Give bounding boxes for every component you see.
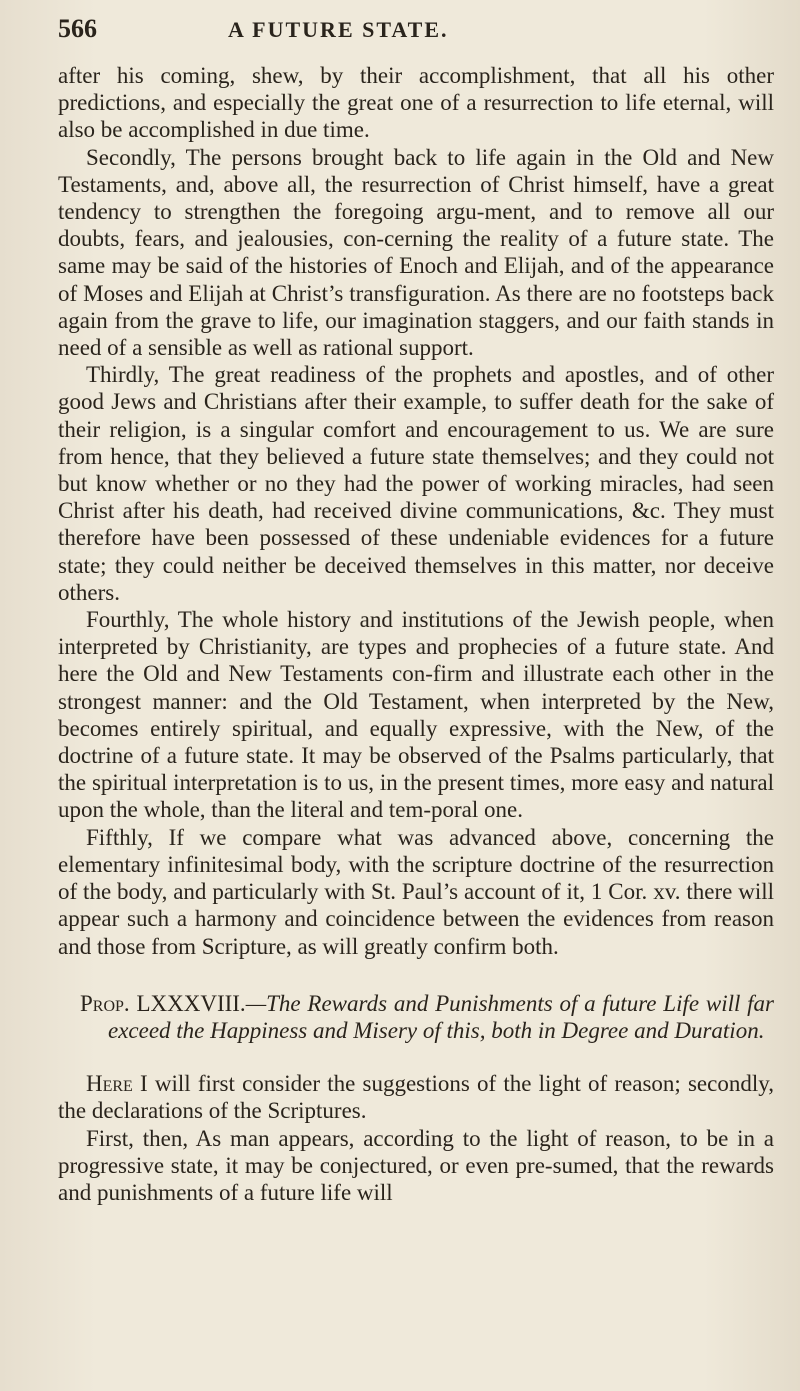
proposition-number: LXXXVIII. [136,990,246,1016]
section-gap [58,1044,774,1070]
proposition-label: Prop. [80,990,130,1016]
paragraph-fourthly: Fourthly, The whole history and institutions of the Jewish people, when interpreted by Christianity, are types and prophecies of a future state. And here the Old and New Testaments con-firm and illustrate each other in the strongest manner: and the Old Testament, when interpreted by the New, becomes entirely spiritual, and equally expressive, with the New, of the doctrine of a future state. It may be observed of the Psalms particularly, that the spiritual interpretation is to us, in the present times, more easy and natural upon the whole, than the literal and tem-poral one. [58,607,774,823]
proposition-title: —The Rewards and Punishments of a future Life will far exceed the Happiness and Misery of this, both in Degree and Duration. [108,990,775,1043]
paragraph-secondly: Secondly, The persons brought back to life again in the Old and New Testaments, and, above all, the resurrection of Christ himself, have a great tendency to strengthen the foregoing argu-ment, and to remove all our doubts, fears, and jealousies, con-cerning the reality of a future state. The same may be said of the histories of Enoch and Elijah, and of the appearance of Moses and Elijah at Christ’s transfiguration. As there are no footsteps back again from the grave to life, our imagination staggers, and our faith stands in need of a sensible as well as rational support. [58,144,774,361]
paragraph-first-then: First, then, As man appears, according to the light of reason, to be in a progressive state, it may be conjectured, or even pre-sumed, that the rewards and punishments of a future life will [58,1125,774,1205]
page-number: 566 [58,14,97,43]
section-gap [58,960,774,990]
page-header [58,14,774,54]
proposition-heading [58,990,774,1044]
paragraph-lead-word: Here [86,1071,133,1097]
paragraph-thirdly: Thirdly, The great readiness of the prophets and apostles, and of other good Jews and Christians after their example, to suffer death for the sake of their religion, is a singular comfort and encouragement to us. We are sure from hence, that they believed a future state themselves; and they could not but know whether or no they had the power of working miracles, had seen Christ after his death, had received divine communications, &c. They must therefore have been possessed of these undeniable evidences for a future state; they could neither be deceived themselves in this matter, nor deceive others. [58,362,774,605]
paragraph-here [58,1070,774,1124]
paragraph-continuation: after his coming, shew, by their accomplishment, that all his other predictions, and especially the great one of a resurrection to life eternal, will also be accomplished in due time. [58,63,774,143]
running-head: A FUTURE STATE. [228,17,449,42]
paragraph-here-text: I will first consider the suggestions of the light of reason; secondly, the declarations of the Scriptures. [58,1071,774,1124]
paragraph-fifthly: Fifthly, If we compare what was advanced above, concerning the elementary infinitesimal body, with the scripture doctrine of the resurrection of the body, and particularly with St. Paul’s account of it, 1 Cor. xv. there will appear such a harmony and coincidence between the evidences from reason and those from Scripture, as will greatly confirm both. [58,824,774,959]
